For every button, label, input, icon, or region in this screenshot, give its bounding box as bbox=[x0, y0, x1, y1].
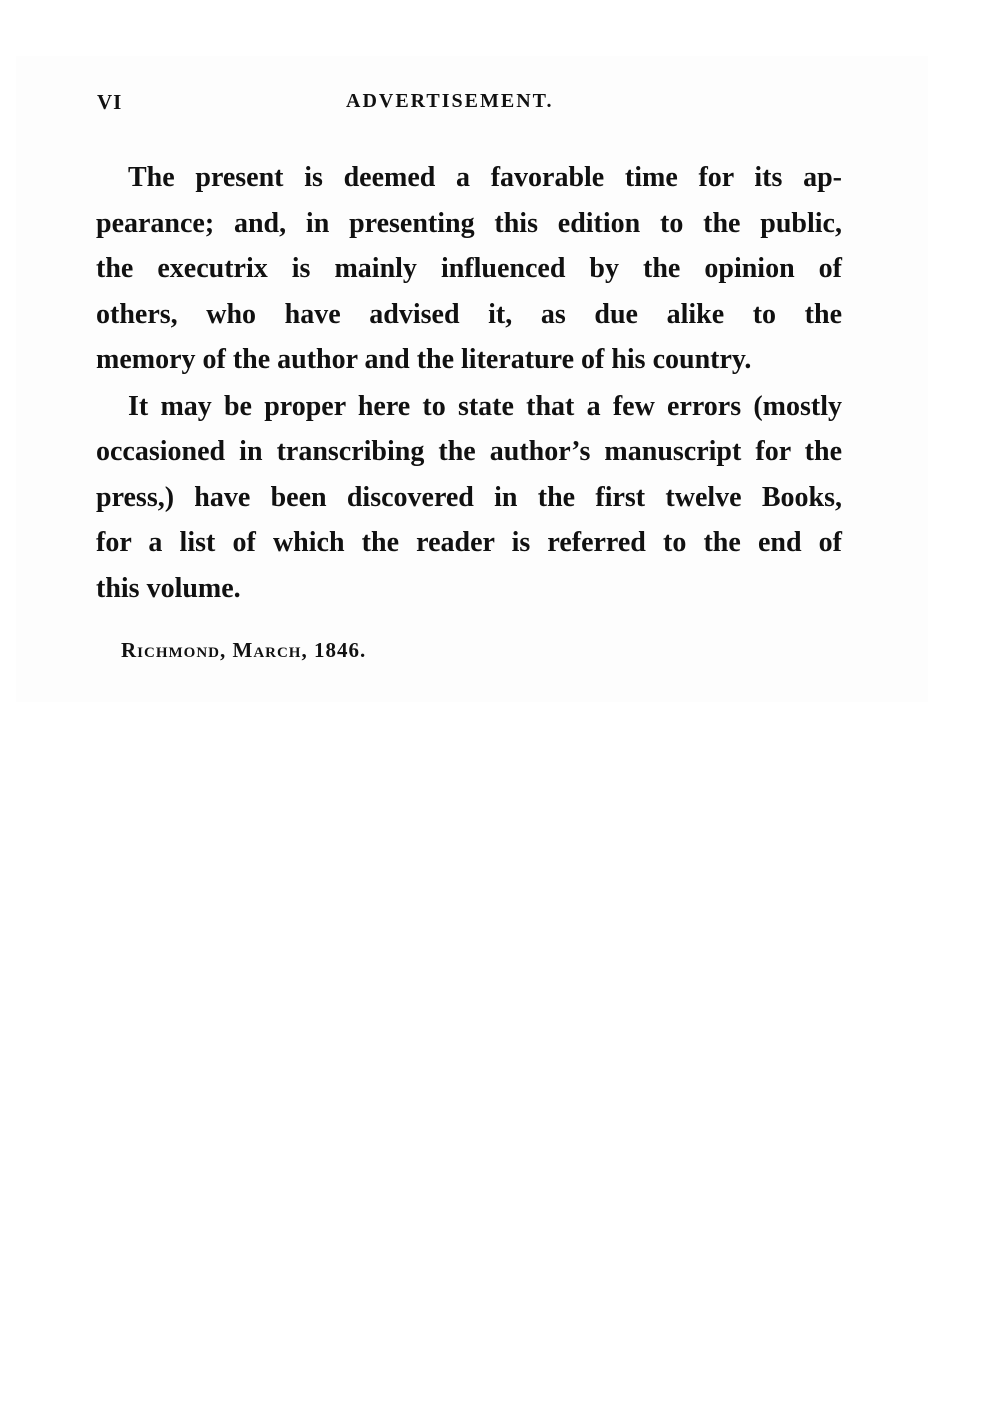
text-line: It may be proper here to state that a few errors (mostly bbox=[128, 390, 842, 422]
page-title: ADVERTISEMENT. bbox=[346, 90, 554, 112]
page-number: VI bbox=[97, 90, 123, 114]
dateline: Richmond, March, 1846. bbox=[121, 638, 367, 662]
paragraph-2 bbox=[96, 384, 842, 612]
text-line: The present is deemed a favorable time for its ap- bbox=[128, 162, 842, 193]
text-line: for a list of which the reader is referred to the end of bbox=[96, 527, 842, 558]
text-line: the executrix is mainly influenced by the opinion of bbox=[96, 253, 842, 284]
running-head bbox=[0, 90, 1000, 120]
text-line: pearance; and, in presenting this edition to the public, bbox=[96, 207, 842, 239]
text-line: memory of the author and the literature of his country. bbox=[96, 344, 752, 375]
body-text bbox=[96, 155, 842, 611]
text-line: others, who have advised it, as due alike to the bbox=[96, 298, 842, 330]
text-line: press,) have been discovered in the first twelve Books, bbox=[96, 481, 842, 513]
text-line: this volume. bbox=[96, 572, 241, 604]
text-line: occasioned in transcribing the author’s manuscript for the bbox=[96, 436, 842, 467]
paragraph-1 bbox=[96, 155, 842, 383]
